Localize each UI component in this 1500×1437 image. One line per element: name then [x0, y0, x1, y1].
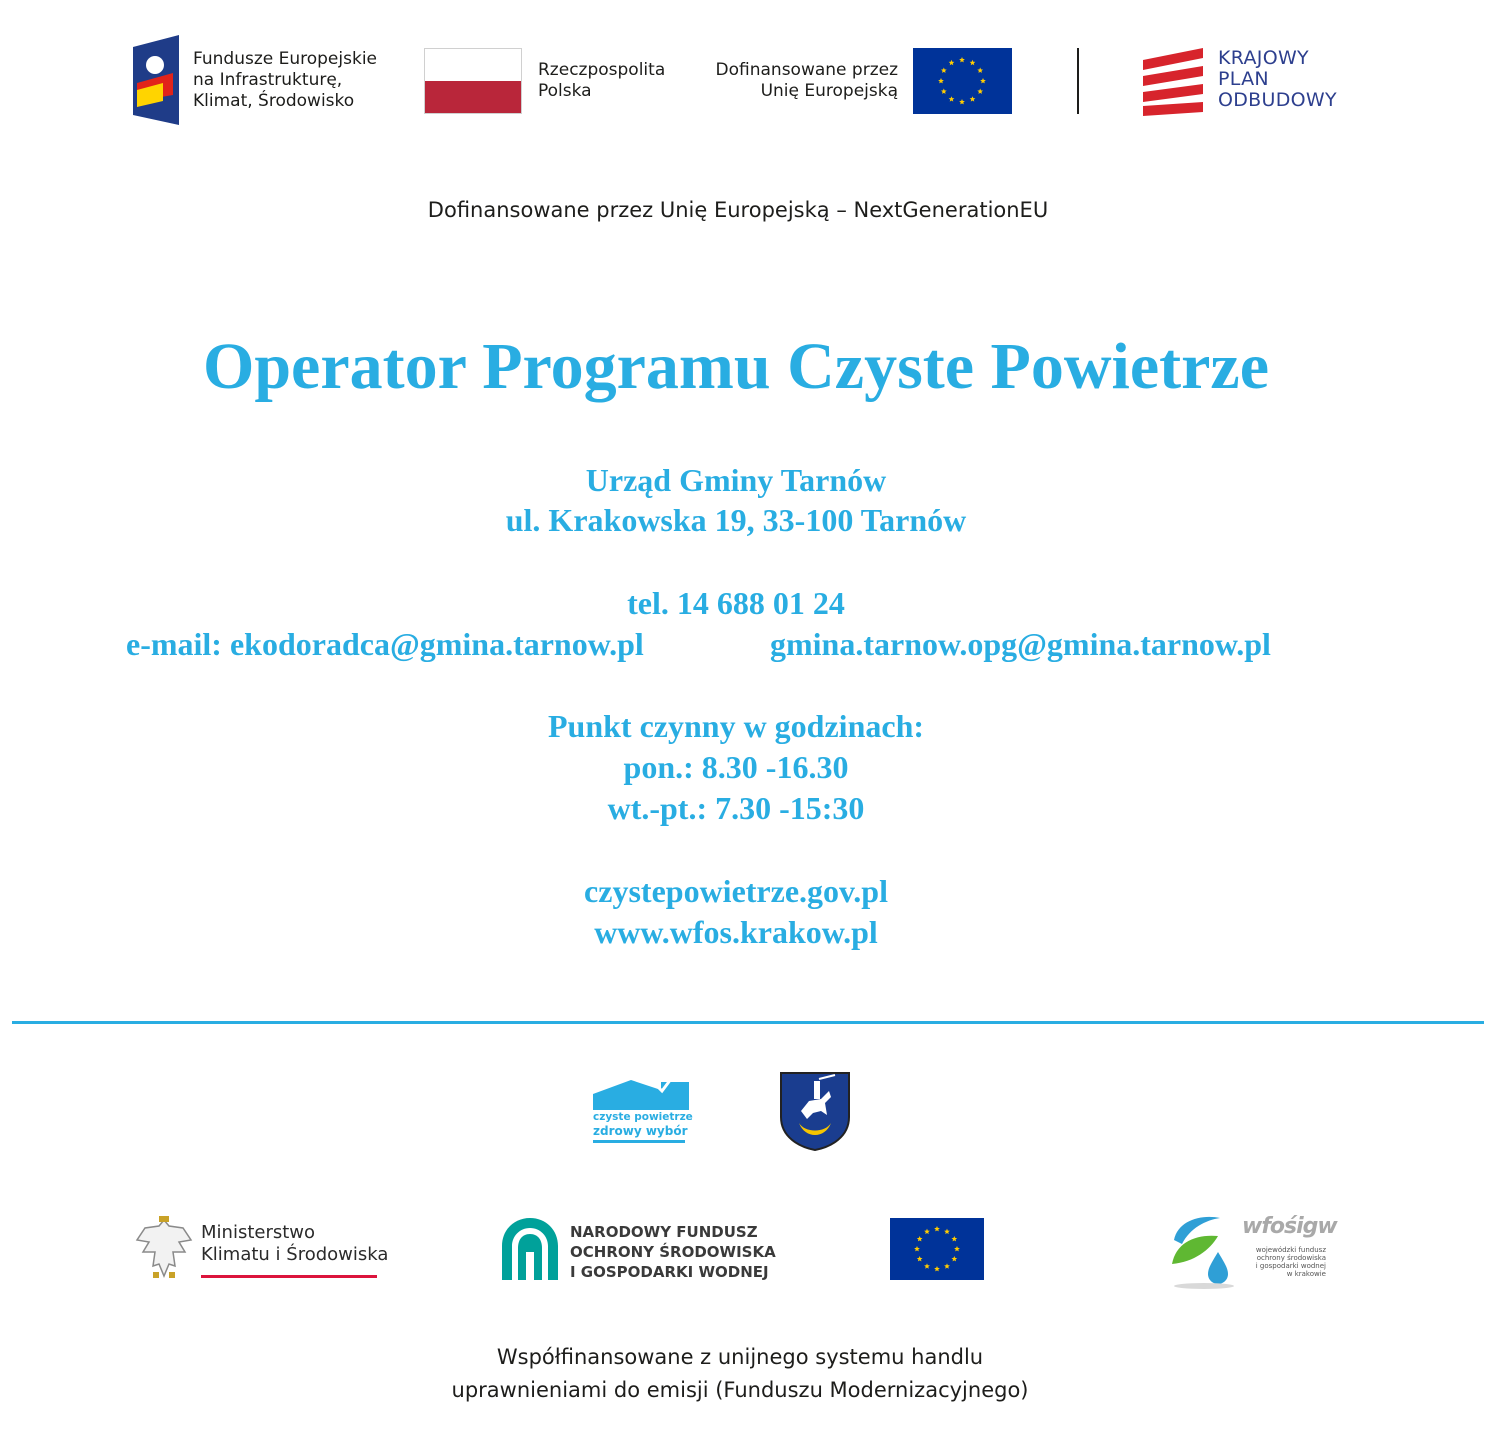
rp-logo-line: Rzeczpospolita	[538, 60, 666, 80]
wfosigw-logo	[1168, 1210, 1338, 1290]
tarnow-coat-of-arms	[779, 1071, 851, 1151]
kpo-logo-line: ODBUDOWY	[1218, 89, 1337, 111]
house-roof-icon	[593, 1076, 689, 1110]
rp-logo	[424, 48, 694, 118]
eu-logo-line: Unię Europejską	[760, 81, 898, 101]
footer-note-line: Współfinansowane z unijnego systemu handlu	[496, 1345, 984, 1369]
hours-tue-fri: wt.-pt.: 7.30 -15:30	[607, 790, 865, 826]
email-link[interactable]: e-mail: ekodoradca@gmina.tarnow.pl	[126, 626, 644, 662]
nfosigw-emblem-icon	[500, 1216, 560, 1282]
eu-flag-footer-icon	[890, 1218, 984, 1280]
office-name: Urząd Gminy Tarnów	[585, 462, 887, 498]
nfosigw-logo	[500, 1216, 776, 1284]
kpo-logo-line: KRAJOWY	[1218, 47, 1309, 69]
program-logo-line: czyste powietrze	[593, 1111, 693, 1123]
funding-note: Dofinansowane przez Unię Europejską – NextGenerationEU	[427, 198, 1049, 222]
kpo-logo	[1143, 46, 1363, 118]
wfosigw-logo-line: wojewódzki fundusz	[1255, 1246, 1326, 1254]
section-divider	[12, 1021, 1484, 1024]
mkis-logo	[135, 1214, 389, 1282]
fe-logo-line: Fundusze Europejskie	[193, 49, 377, 69]
nfosigw-logo-line: OCHRONY ŚRODOWISKA	[570, 1243, 776, 1261]
hours-monday: pon.: 8.30 -16.30	[623, 749, 849, 785]
footer-note-line: uprawnieniami do emisji (Funduszu Modernizacyjnego)	[451, 1378, 1029, 1402]
header-divider	[1077, 48, 1079, 114]
page-title: Operator Programu Czyste Powietrze	[203, 330, 1269, 403]
nfosigw-logo-line: I GOSPODARKI WODNEJ	[570, 1263, 769, 1281]
wfosigw-logo-line: ochrony środowiska	[1256, 1254, 1326, 1262]
wfosigw-logo-line: w krakowie	[1286, 1270, 1326, 1278]
office-phone: tel. 14 688 01 24	[627, 585, 845, 621]
mkis-logo-line: Ministerstwo	[201, 1222, 316, 1243]
wfosigw-logo-line: i gospodarki wodnej	[1255, 1262, 1326, 1270]
fe-logo-line: na Infrastrukturę,	[193, 70, 343, 90]
poland-flag-icon	[424, 48, 522, 114]
leaf-drop-icon	[1168, 1210, 1244, 1290]
wfosigw-brand: wfośigw	[1242, 1214, 1337, 1239]
fe-logo-line: Klimat, Środowisko	[193, 91, 355, 111]
eu-cofinancing-logo	[700, 48, 1020, 118]
czyste-powietrze-logo	[593, 1076, 693, 1146]
coat-of-arms-icon	[779, 1071, 851, 1151]
mkis-logo-line: Klimatu i Środowiska	[201, 1244, 389, 1265]
nfosigw-logo-line: NARODOWY FUNDUSZ	[570, 1223, 758, 1241]
office-address: ul. Krakowska 19, 33-100 Tarnów	[505, 502, 967, 538]
fe-flag-icon	[133, 35, 179, 125]
fe-logo	[133, 35, 393, 125]
link-wfos[interactable]: www.wfos.krakow.pl	[594, 914, 878, 950]
program-logo-line: zdrowy wybór	[593, 1124, 688, 1138]
eu-logo-line: Dofinansowane przez	[715, 60, 898, 80]
white-eagle-icon	[135, 1216, 193, 1280]
kpo-logo-line: PLAN	[1218, 68, 1269, 90]
email-link-secondary[interactable]: gmina.tarnow.opg@gmina.tarnow.pl	[770, 626, 1271, 662]
eu-flag-icon	[913, 48, 1012, 114]
rp-logo-line: Polska	[538, 81, 592, 101]
hours-heading: Punkt czynny w godzinach:	[547, 708, 925, 744]
link-czystepowietrze[interactable]: czystepowietrze.gov.pl	[584, 873, 888, 909]
kpo-building-icon	[1143, 46, 1203, 116]
